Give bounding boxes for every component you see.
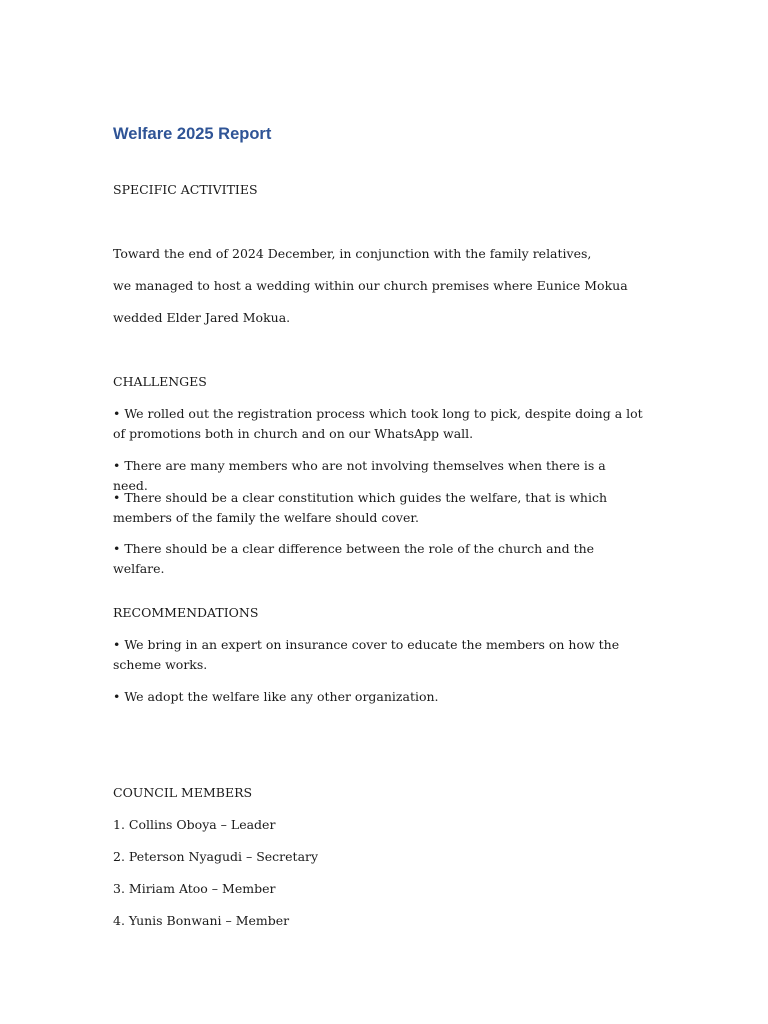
specific-activities-heading: SPECIFIC ACTIVITIES bbox=[113, 182, 258, 197]
council-member: 4. Yunis Bonwani – Member bbox=[113, 913, 290, 928]
challenge-item: • There should be a clear difference between the role of the church and the welfare. bbox=[113, 541, 595, 576]
council-member: 1. Collins Oboya – Leader bbox=[113, 817, 276, 832]
council-member: 2. Peterson Nyagudi – Secretary bbox=[113, 849, 319, 864]
document-title: Welfare 2025 Report bbox=[113, 125, 272, 143]
challenge-item: • There should be a clear constitution which guides the welfare, that is which members of the family the welfare should cover. bbox=[113, 490, 608, 525]
council-members-heading: COUNCIL MEMBERS bbox=[113, 785, 253, 800]
council-member: 3. Miriam Atoo – Member bbox=[113, 881, 276, 896]
recommendation-item: • We adopt the welfare like any other organization. bbox=[113, 689, 439, 704]
challenge-item: • There are many members who are not involving themselves when there is a need. bbox=[113, 458, 606, 493]
recommendations-heading: RECOMMENDATIONS bbox=[113, 605, 259, 620]
challenge-item: • We rolled out the registration process which took long to pick, despite doing a lot of promotions both in church and on our WhatsApp wall. bbox=[113, 406, 643, 441]
activity-line: Toward the end of 2024 December, in conjunction with the family relatives, bbox=[113, 246, 592, 261]
document-page bbox=[113, 0, 653, 1024]
activity-line: we managed to host a wedding within our church premises where Eunice Mokua bbox=[113, 278, 628, 293]
activity-line: wedded Elder Jared Mokua. bbox=[113, 310, 291, 325]
challenges-heading: CHALLENGES bbox=[113, 374, 207, 389]
recommendation-item: • We bring in an expert on insurance cover to educate the members on how the scheme works. bbox=[113, 637, 620, 672]
